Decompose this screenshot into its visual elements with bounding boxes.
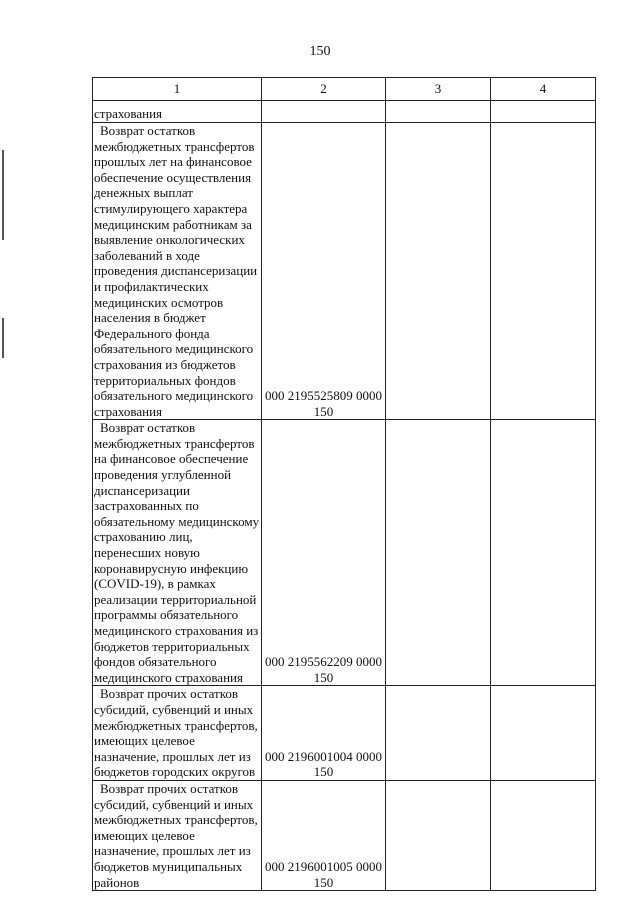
continuation-text: страхования <box>93 101 262 123</box>
table-row <box>93 780 596 890</box>
row-code: 000 2195562209 0000 150 <box>262 420 386 686</box>
row-description: Возврат прочих остатков субсидий, субвенций и иных межбюджетных трансфертов, имеющих целевое назначение, прошлых лет из бюджетов муниципальных районов <box>93 780 262 890</box>
row-description: Возврат прочих остатков субсидий, субвенций и иных межбюджетных трансфертов, имеющих целевое назначение, прошлых лет из бюджетов городских округов <box>93 686 262 781</box>
empty-cell <box>491 123 596 420</box>
empty-cell <box>386 123 491 420</box>
table-row-continuation <box>93 101 596 123</box>
table-row <box>93 420 596 686</box>
column-header-2: 2 <box>262 78 386 101</box>
row-description: Возврат остатков межбюджетных трансфертов прошлых лет на финансовое обеспечение осуществления денежных выплат стимулирующего характера медицинским работникам за выявление онкологических заболеваний в ходе проведения диспансеризации и профилактических медицинских осмотров населения в бюджет Федерального фонда обязательного медицинского страхования из бюджетов территориальных фондов обязательного медицинского страхования <box>93 123 262 420</box>
scan-edge-mark <box>2 150 4 240</box>
budget-table <box>92 77 596 891</box>
empty-cell <box>491 420 596 686</box>
table-header-row <box>93 78 596 101</box>
table-row <box>93 686 596 781</box>
table-row <box>93 123 596 420</box>
empty-cell <box>386 780 491 890</box>
column-header-4: 4 <box>491 78 596 101</box>
row-code: 000 2196001005 0000 150 <box>262 780 386 890</box>
row-code: 000 2195525809 0000 150 <box>262 123 386 420</box>
empty-cell <box>262 101 386 123</box>
empty-cell <box>491 780 596 890</box>
row-code: 000 2196001004 0000 150 <box>262 686 386 781</box>
empty-cell <box>491 686 596 781</box>
row-description: Возврат остатков межбюджетных трансфертов на финансовое обеспечение проведения углубленной диспансеризации застрахованных по обязательному медицинскому страхованию лиц, перенесших новую коронавирусную инфекцию (COVID-19), в рамках реализации территориальной программы обязательного медицинского страхования из бюджетов территориальных фондов обязательного медицинского страхования <box>93 420 262 686</box>
column-header-3: 3 <box>386 78 491 101</box>
scan-edge-mark <box>2 318 4 358</box>
empty-cell <box>386 686 491 781</box>
empty-cell <box>386 420 491 686</box>
empty-cell <box>386 101 491 123</box>
empty-cell <box>491 101 596 123</box>
page-number: 150 <box>309 44 331 59</box>
column-header-1: 1 <box>93 78 262 101</box>
